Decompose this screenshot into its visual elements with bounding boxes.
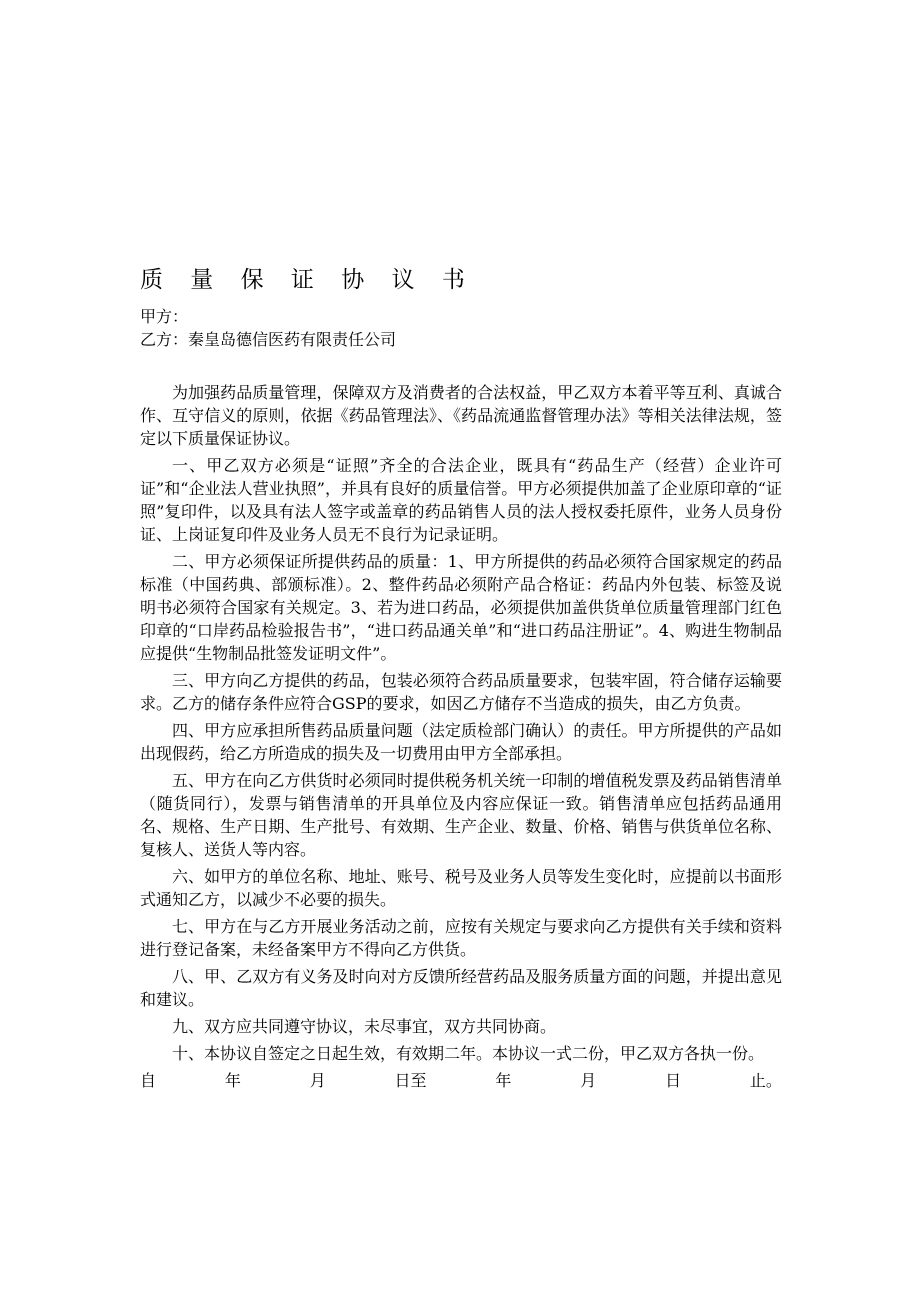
- document-title: 质 量 保 证 协 议 书: [140, 267, 475, 293]
- paragraph-clause-2: 二、甲方必须保证所提供药品的质量：1、甲方所提供的药品必须符合国家规定的药品标准（中国药典、部颁标准）。2、整件药品必须附产品合格证：药品内外包装、标签及说明书必须符合国家有关规定。3、若为进口药品，必须提供加盖供货单位质量管理部门红色印章的“口岸药品检验报告书”，“进口药品通关单”和“进口药品注册证”。4、购进生物制品应提供“生物制品批签发证明文件”。: [140, 552, 782, 663]
- date-day-label: 日: [665, 1071, 682, 1090]
- spacer: [140, 351, 782, 381]
- paragraph-clause-8: 八、甲、乙双方有义务及时向对方反馈所经营药品及服务质量方面的问题，并提出意见和建议。: [140, 967, 782, 1009]
- date-end-label: 止。: [749, 1071, 782, 1090]
- party-b-line: 乙方：秦皇岛德信医药有限责任公司: [140, 330, 397, 349]
- paragraph-clause-6: 六、如甲方的单位名称、地址、账号、税号及业务人员等发生变化时，应提前以书面形式通知乙方，以减少不必要的损失。: [140, 867, 782, 909]
- date-month-label: 月: [309, 1071, 326, 1090]
- paragraph-clause-3: 三、甲方向乙方提供的药品，包装必须符合药品质量要求，包装牢固，符合储存运输要求。乙方的储存条件应符合GSP的要求，如因乙方储存不当造成的损失，由乙方负责。: [140, 671, 782, 713]
- date-year-label: 年: [495, 1071, 512, 1090]
- validity-date-line: [140, 1069, 782, 1092]
- date-month-label: 月: [580, 1071, 597, 1090]
- document-page: [140, 262, 782, 1092]
- paragraph-clause-7: 七、甲方在与乙方开展业务活动之前，应按有关规定与要求向乙方提供有关手续和资料进行登记备案，未经备案甲方不得向乙方供货。: [140, 917, 782, 959]
- date-from-label: 自: [140, 1071, 157, 1090]
- paragraph-intro: 为加强药品质量管理，保障双方及消费者的合法权益，甲乙双方本着平等互利、真诚合作、互守信义的原则，依据《药品管理法》、《药品流通监督管理办法》等相关法律法规，签定以下质量保证协议。: [140, 383, 782, 448]
- date-year-label: 年: [224, 1071, 241, 1090]
- paragraph-clause-4: 四、甲方应承担所售药品质量问题（法定质检部门确认）的责任。甲方所提供的产品如出现假药，给乙方所造成的损失及一切费用由甲方全部承担。: [140, 721, 782, 763]
- paragraph-clause-9: 九、双方应共同遵守协议，未尽事宜，双方共同协商。: [172, 1017, 557, 1036]
- paragraph-clause-5: 五、甲方在向乙方供货时必须同时提供税务机关统一印制的增值税发票及药品销售清单（随货同行），发票与销售清单的开具单位及内容应保证一致。销售清单应包括药品通用名、规格、生产日期、生产批号、有效期、生产企业、数量、价格、销售与供货单位名称、复核人、送货人等内容。: [140, 771, 782, 859]
- party-a-line: 甲方：: [140, 307, 189, 326]
- paragraph-clause-10: 十、本协议自签定之日起生效，有效期二年。本协议一式二份，甲乙双方各执一份。: [172, 1044, 765, 1063]
- paragraph-clause-1: 一、甲乙双方必须是“证照”齐全的合法企业，既具有“药品生产（经营）企业许可证”和“企业法人营业执照”，并具有良好的质量信誉。甲方必须提供加盖了企业原印章的“证照”复印件，以及具有法人签字或盖章的药品销售人员的法人授权委托原件，业务人员身份证、上岗证复印件及业务人员无不良行为记录证明。: [140, 456, 782, 544]
- date-day-to-label: 日至: [394, 1071, 427, 1090]
